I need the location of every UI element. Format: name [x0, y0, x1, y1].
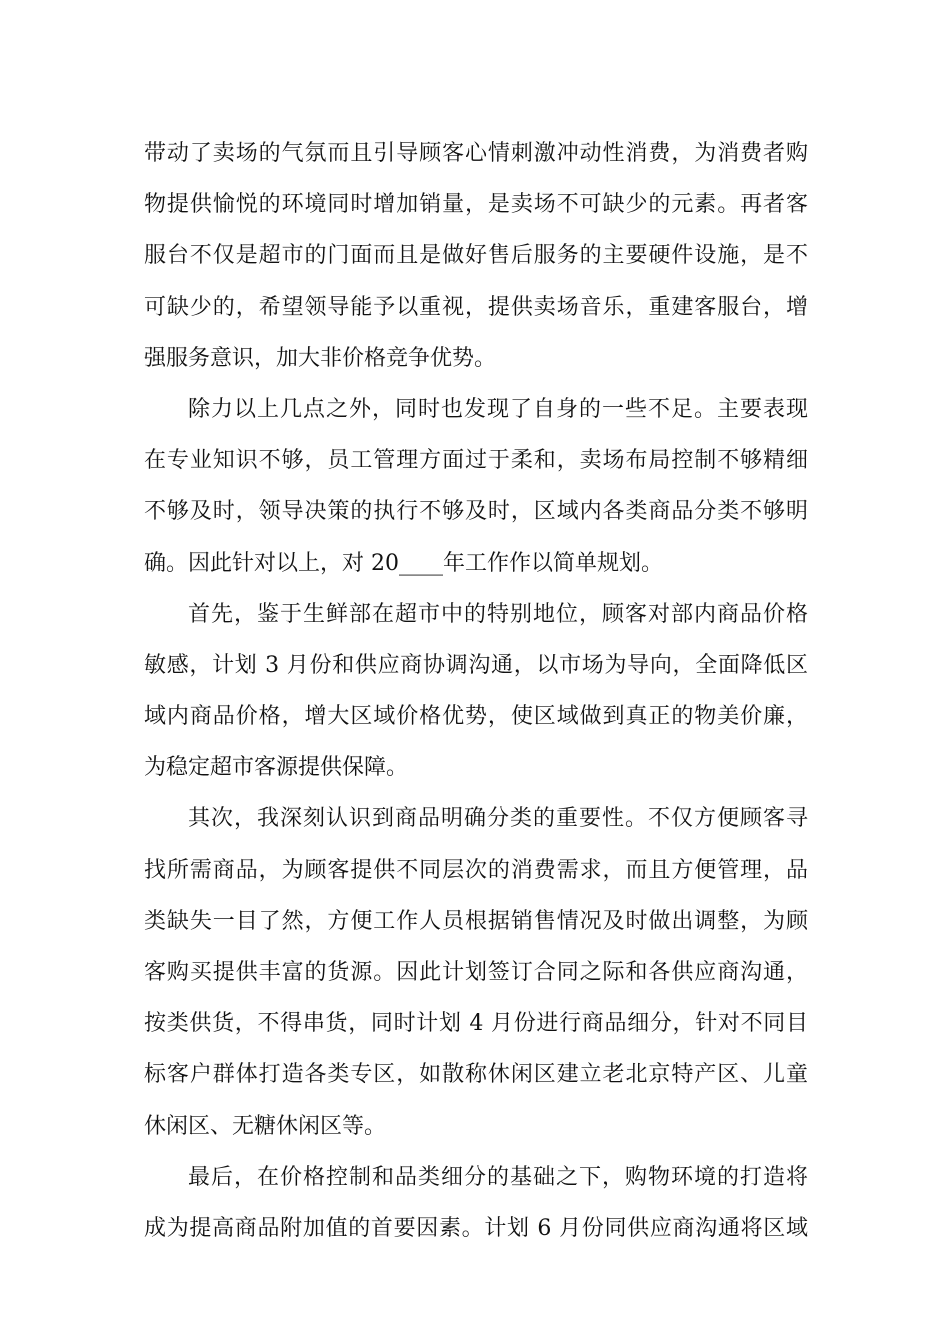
text-line: 确。因此针对以上，对 20____年工作作以简单规划。 [144, 550, 663, 576]
text-line: 除力以上几点之外，同时也发现了自身的一些不足。主要表现 [188, 396, 808, 422]
text-line: 成为提高商品附加值的首要因素。计划 6 月份同供应商沟通将区域 [144, 1215, 808, 1241]
text-line: 找所需商品，为顾客提供不同层次的消费需求，而且方便管理，品 [144, 857, 808, 883]
text-line: 其次，我深刻认识到商品明确分类的重要性。不仅方便顾客寻 [188, 806, 808, 832]
text-line: 首先，鉴于生鲜部在超市中的特别地位，顾客对部内商品价格 [188, 601, 808, 627]
text-line: 休闲区、无糖休闲区等。 [144, 1113, 387, 1139]
text-line: 强服务意识，加大非价格竞争优势。 [144, 345, 497, 371]
text-line: 不够及时，领导决策的执行不够及时，区域内各类商品分类不够明 [144, 499, 808, 525]
text-line: 客购买提供丰富的货源。因此计划签订合同之际和各供应商沟通， [144, 960, 808, 985]
text-line: 服台不仅是超市的门面而且是做好售后服务的主要硬件设施，是不 [144, 243, 808, 269]
text-line: 类缺失一目了然，方便工作人员根据销售情况及时做出调整，为顾 [144, 908, 808, 934]
text-line: 最后，在价格控制和品类细分的基础之下，购物环境的打造将 [188, 1164, 808, 1190]
text-line: 在专业知识不够，员工管理方面过于柔和，卖场布局控制不够精细 [144, 448, 808, 474]
text-line: 标客户群体打造各类专区，如散称休闲区建立老北京特产区、儿童 [144, 1062, 808, 1088]
text-line: 按类供货，不得串货，同时计划 4 月份进行商品细分，针对不同目 [144, 1011, 808, 1037]
text-line: 域内商品价格，增大区域价格优势，使区域做到真正的物美价廉， [144, 704, 808, 730]
text-line: 为稳定超市客源提供保障。 [144, 755, 409, 781]
text-line: 物提供愉悦的环境同时增加销量，是卖场不可缺少的元素。再者客 [144, 192, 808, 218]
text-line: 带动了卖场的气氛而且引导顾客心情刺激冲动性消费，为消费者购 [144, 141, 808, 166]
document-body [144, 128, 808, 1254]
text-line: 敏感，计划 3 月份和供应商协调沟通，以市场为导向，全面降低区 [144, 652, 808, 678]
text-line: 可缺少的，希望领导能予以重视，提供卖场音乐，重建客服台，增 [144, 294, 808, 320]
